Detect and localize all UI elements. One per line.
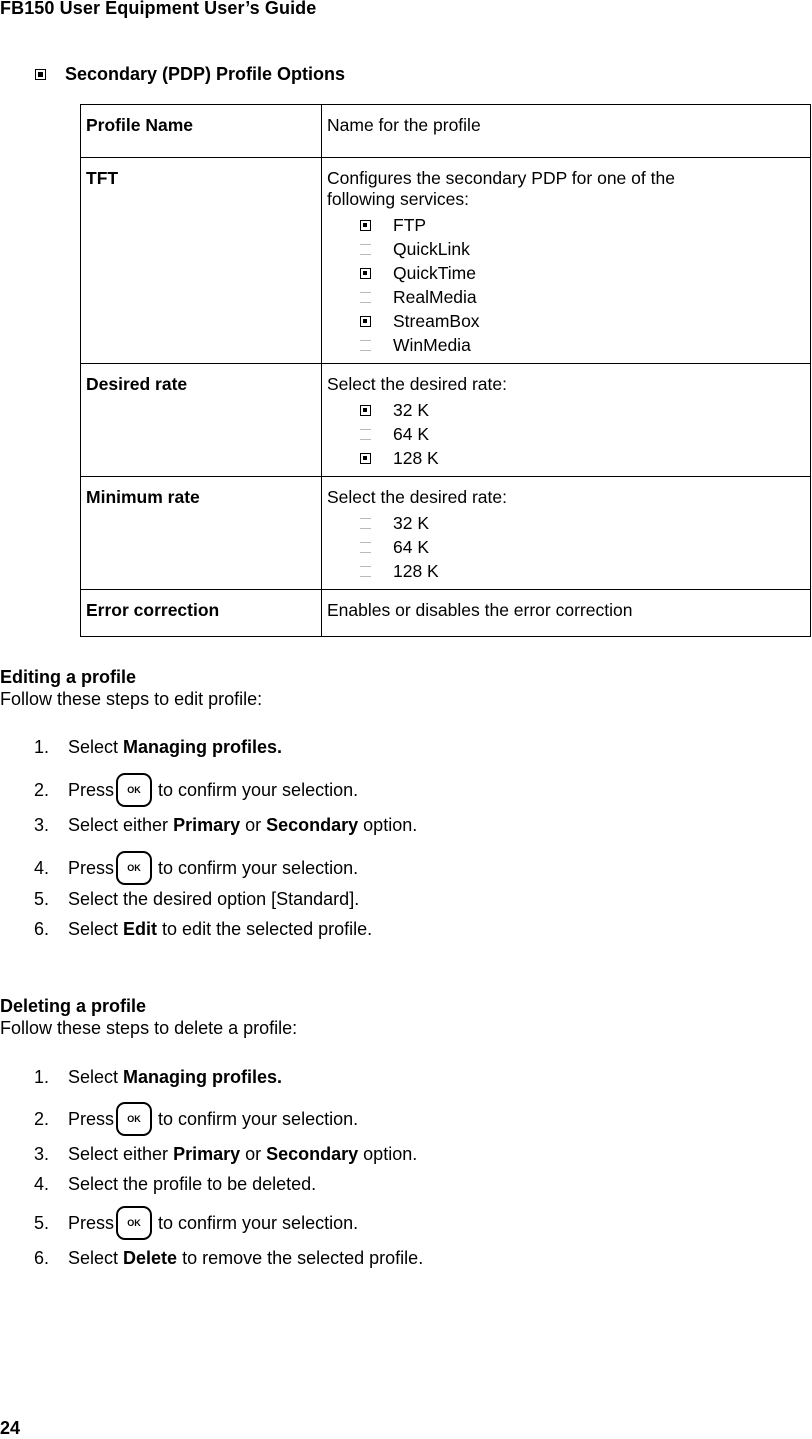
unchecked-box-icon — [360, 340, 371, 351]
option-label: FTP — [393, 214, 427, 235]
step-text: Select the desired option [Standard]. — [68, 889, 360, 909]
step-text: Press — [68, 779, 115, 800]
table-row — [81, 105, 811, 158]
step-number: 5. — [34, 1212, 50, 1233]
table-row — [81, 158, 811, 364]
step-text: Select — [68, 919, 124, 939]
step-number: 2. — [34, 1108, 50, 1129]
option-label: 128 K — [393, 447, 439, 468]
option-item — [360, 309, 804, 333]
step-item — [34, 1248, 423, 1269]
description-line: Select the desired rate: — [327, 374, 507, 394]
step-number: 4. — [34, 857, 50, 878]
step-text: Press — [68, 1108, 115, 1129]
step-number: 3. — [34, 815, 50, 835]
step-emphasis: Primary — [173, 815, 241, 835]
step-text: Select either — [68, 1144, 174, 1164]
option-item — [360, 446, 804, 470]
checked-box-icon — [360, 268, 371, 279]
option-item — [360, 213, 804, 237]
step-item — [34, 737, 282, 758]
step-text: Select — [68, 737, 124, 757]
option-description — [322, 158, 811, 364]
step-text: to confirm your selection. — [158, 1212, 359, 1233]
ok-key-icon: OK — [116, 773, 152, 807]
step-number: 4. — [34, 1174, 50, 1194]
step-text: Select — [68, 1248, 124, 1268]
step-item — [34, 1206, 358, 1240]
option-name: Minimum rate — [81, 477, 322, 590]
step-emphasis: Managing profiles. — [123, 737, 283, 757]
step-text: option. — [358, 815, 418, 835]
step-number: 6. — [34, 919, 50, 939]
step-text: Select either — [68, 815, 174, 835]
unchecked-box-icon — [360, 292, 371, 303]
service-options-list — [360, 213, 804, 357]
table-row — [81, 590, 811, 637]
option-label: 32 K — [393, 512, 429, 533]
unchecked-box-icon — [360, 566, 371, 577]
step-emphasis: Managing profiles. — [123, 1067, 283, 1087]
step-text: to confirm your selection. — [158, 779, 359, 800]
option-item — [360, 422, 804, 446]
step-item — [34, 815, 417, 836]
option-label: QuickLink — [393, 238, 470, 259]
unchecked-box-icon — [360, 244, 371, 255]
step-text: to remove the selected profile. — [177, 1248, 424, 1268]
ok-key-icon: OK — [116, 1102, 152, 1136]
step-text: Press — [68, 1212, 115, 1233]
option-item — [360, 237, 804, 261]
step-item — [34, 1102, 358, 1136]
option-name: Desired rate — [81, 364, 322, 477]
unchecked-box-icon — [360, 542, 371, 553]
option-item — [360, 559, 804, 583]
step-emphasis: Delete — [123, 1248, 178, 1268]
option-label: QuickTime — [393, 262, 476, 283]
option-label: StreamBox — [393, 310, 480, 331]
step-emphasis: Secondary — [266, 1144, 359, 1164]
rate-options-list — [360, 511, 804, 583]
step-text: to confirm your selection. — [158, 1108, 359, 1129]
option-description — [322, 477, 811, 590]
option-item — [360, 285, 804, 309]
step-number: 1. — [34, 1067, 50, 1087]
step-number: 3. — [34, 1144, 50, 1164]
step-emphasis: Primary — [173, 1144, 241, 1164]
step-item — [34, 773, 358, 807]
step-text: or — [240, 1144, 267, 1164]
step-emphasis: Secondary — [266, 815, 359, 835]
checked-box-icon — [360, 220, 371, 231]
step-number: 1. — [34, 737, 50, 757]
step-item — [34, 919, 372, 940]
description-line: Select the desired rate: — [327, 487, 507, 507]
step-text: to confirm your selection. — [158, 857, 359, 878]
step-text: Press — [68, 857, 115, 878]
step-item — [34, 889, 359, 910]
page-number: 24 — [0, 1418, 21, 1438]
step-text: to edit the selected profile. — [157, 919, 373, 939]
step-number: 6. — [34, 1248, 50, 1268]
option-name: TFT — [81, 158, 322, 364]
checked-box-icon — [360, 316, 371, 327]
step-text: Select — [68, 1067, 124, 1087]
step-number: 2. — [34, 779, 50, 800]
step-item — [34, 851, 358, 885]
rate-options-list — [360, 398, 804, 470]
deleting-heading: Deleting a profile — [0, 996, 147, 1016]
step-item — [34, 1144, 417, 1165]
option-item — [360, 511, 804, 535]
step-item — [34, 1174, 316, 1195]
option-item — [360, 535, 804, 559]
option-description — [322, 364, 811, 477]
option-label: 128 K — [393, 560, 439, 581]
step-text: Select the profile to be deleted. — [68, 1174, 317, 1194]
section-heading — [35, 64, 345, 85]
ok-key-icon: OK — [116, 1206, 152, 1240]
page-header-title: FB150 User Equipment User’s Guide — [0, 0, 317, 18]
option-name: Profile Name — [81, 105, 322, 158]
description-line: following services: — [327, 189, 469, 209]
step-emphasis: Edit — [123, 919, 158, 939]
table-row — [81, 364, 811, 477]
description-line: Configures the secondary PDP for one of the — [327, 168, 675, 188]
profile-options-table — [80, 104, 811, 637]
option-description: Enables or disables the error correction — [322, 590, 811, 637]
option-label: 32 K — [393, 399, 429, 420]
checked-box-icon — [360, 453, 371, 464]
section-title: Secondary (PDP) Profile Options — [65, 64, 346, 84]
editing-intro: Follow these steps to edit profile: — [0, 689, 263, 709]
option-label: 64 K — [393, 423, 429, 444]
square-bullet-icon — [35, 69, 46, 80]
unchecked-box-icon — [360, 518, 371, 529]
option-description: Name for the profile — [322, 105, 811, 158]
step-number: 5. — [34, 889, 50, 909]
table-row — [81, 477, 811, 590]
option-label: 64 K — [393, 536, 429, 557]
checked-box-icon — [360, 405, 371, 416]
option-label: RealMedia — [393, 286, 477, 307]
step-text: or — [240, 815, 267, 835]
step-text: option. — [358, 1144, 418, 1164]
option-item — [360, 398, 804, 422]
option-item — [360, 261, 804, 285]
step-item — [34, 1067, 282, 1088]
option-item — [360, 333, 804, 357]
ok-key-icon: OK — [116, 851, 152, 885]
option-name: Error correction — [81, 590, 322, 637]
editing-heading: Editing a profile — [0, 667, 137, 687]
option-label: WinMedia — [393, 334, 471, 355]
deleting-intro: Follow these steps to delete a profile: — [0, 1018, 298, 1038]
unchecked-box-icon — [360, 429, 371, 440]
